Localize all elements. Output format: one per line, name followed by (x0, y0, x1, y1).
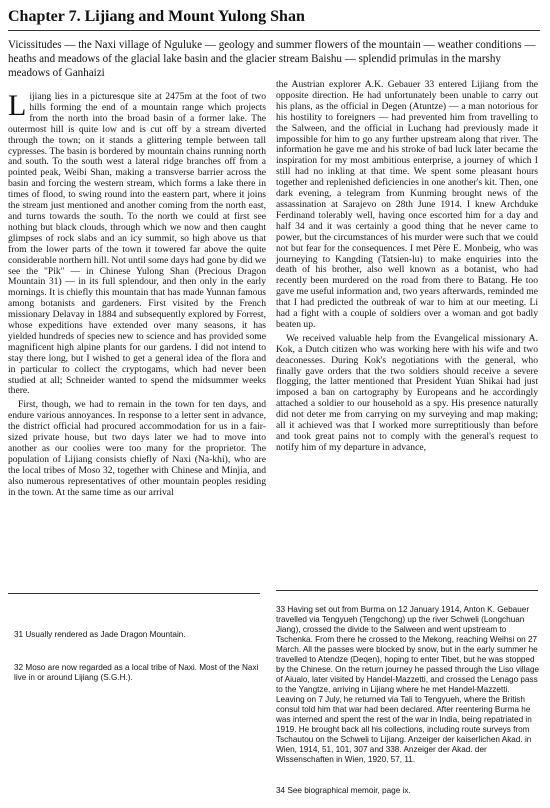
footnote-32: 32 Moso are now regarded as a local tribe of Naxi. Most of the Naxi live in or around Lijiang (S.G.H.). (14, 663, 259, 682)
left-paragraph-2: First, though, we had to remain in the town for ten days, and endure various annoyances. In response to a letter sent in advance, the district official had procured accommodation for us in a fair-sized private house, but two days later we had to move into another as our coolies were too many for the proprietor. The population of Lijiang consists chiefly of Naxi (Na-khi), who are the local tribes of Moso 32, together with Chinese and Minjia, and also numerous representatives of other mountain peoples residing in the town. At the same time as our arrival (8, 399, 266, 498)
footnote-31: 31 Usually rendered as Jade Dragon Mountain. (14, 630, 186, 639)
left-paragraph-1: ijiang lies in a picturesque site at 2475m at the foot of two hills forming the end of a mountain range which projects from the north into the broad basin of a former lake. The outermost hill is quite low and is cut off by a stream diverted through the town; on it stands a glittering temple between tall cypresses. The basin is bordered by mountain chains running north and south. To the south west a lateral ridge branches off from a pointed peak, Weibi Shan, making a transverse barrier across the basin and forcing the western stream, which forms a lake there in times of flood, to swing round into the eastern part, where it joins the stream just mentioned and another coming from the north east, and turns towards the south. To the north we could at first see nothing but black clouds, through which we now and then caught glimpses of rock slabs and an icy summit, so high above us that from the lower parts of the town it towered far above the quite considerable northern hill. Not until some days had gone by did we see the "Pik" — in Chinese Yulong Shan (Precious Dragon Mountain 31) — in its full splendour, and then only in the early mornings. It is chiefly this mountain that has made Yunnan famous among botanists and gardeners. First visited by the French missionary Delavay in 1884 and subsequently explored by Forrest, whose expeditions have extended over many seasons, it has yielded hundreds of species new to science and has provided some magnificent high alpine plants for our gardens. I did not intend to stay there long, but I wished to get a general idea of the flora and in particular to collect the cryptogams, which had never been studied at all; Schneider wanted to spend the midsummer weeks there. (8, 91, 266, 397)
footnote-34: 34 See biographical memoir, page ix. (276, 786, 411, 795)
right-column (276, 80, 538, 457)
right-paragraph-1: the Austrian explorer A.K. Gebauer 33 entered Lijiang from the opposite direction. He had unfortunately been unable to carry out his plans, as the official in Degen (Atuntze) — a man notorious for his hostility to foreigners — had prevented him from travelling to the Salween, and the official in Luchang had previously made it impossible for him to go any further upstream along that river. The information he gave me and his stroke of bad luck later became the inspiration for my most ambitious enterprise, a journey of which I still had no inkling at that time. We spent some pleasant hours together and replenished deficiencies in one another's kit. Then, one dark evening, a telegram from Kunming brought news of the assassination at Sarajevo on 28th June 1914. I knew Archduke Ferdinand tolerably well, having once escorted him for a day and half 34 and it was certainly a good thing that he never came to power, but the circumstances of his murder were such that we could not but fear for the consequences. I met Père E. Monbeig, who was journeying to Kangding (Tatsien-lu) to make enquiries into the death of his brother, also well known as a botanist, who had recently been murdered on the road from there to Batang. He too gave me useful information and, two years afterwards, reminded me that I had predicted the outbreak of war to him at our meeting. Li had a fight with a couple of soldiers over a woman and got badly beaten up. (276, 79, 538, 330)
left-column (8, 89, 266, 502)
footnote-rule-right (276, 590, 538, 591)
footnote-rule-left (8, 593, 260, 594)
footnote-33: 33 Having set out from Burma on 12 January 1914, Anton K. Gebauer travelled via Tengyueh (Tengchong) up the river Schweli (Longchuan Jiang), crossed the divide to the Salween and went upstream to Tschenka. From there he crossed to the Mekong, reaching Weihsi on 27 March. All the passes were blocked by snow, but in the early summer he travelled to Atendze (Deqen), hoping to enter Tibet, but he was stopped by the Chinese. On the return journey he passed through the Liso village of Aiualo, later visited by Handel-Mazzetti, and crossed the Lenago pass to the Yangtze, arriving in Lijiang where he met Handel-Mazzetti. Leaving on 7 July, he returned via Tali to Tengyueh, where the British consul told him that war had been declared. After reentering Burma he was interned and spent the rest of the war in India, being repatriated in 1919. He brought back all his collections, including route surveys from Tschautou on the Schweli to Lijiang. Anzeiger der kaiserlichen Akad. in Wien, 1914, 51, 101, 307 and 338. Anzeiger der Akad. der Wissenschaften in Wien, 1920, 57, 11. (276, 605, 540, 764)
title-rule (8, 30, 540, 31)
right-paragraph-2: We received valuable help from the Evangelical missionary A. Kok, a Dutch citizen who was working here with his wife and two deaconesses. During Kok's negotiations with the general, who finally gave orders that the two soldiers should receive a severe flogging, the latter mentioned that President Yuan Shikai had just imposed a ban on cartography by Europeans and he accordingly attached a soldier to our household as a spy. His presence naturally did not deter me from carrying on my surveying and map making; all it achieved was that I worked more surreptitiously than before and took great pains not to comply with the general's request to notify him of my departure in advance, (276, 332, 538, 453)
drop-cap: L (8, 89, 27, 122)
chapter-title: Chapter 7. Lijiang and Mount Yulong Shan (8, 8, 305, 25)
chapter-subtitle: Vicissitudes — the Naxi village of Nguluke — geology and summer flowers of the mountain — weather conditions — heaths and meadows of the glacial lake basin and the glacier stream Baishu — splendid primulas in the marshy meadows of Ganhaizi (8, 39, 536, 79)
